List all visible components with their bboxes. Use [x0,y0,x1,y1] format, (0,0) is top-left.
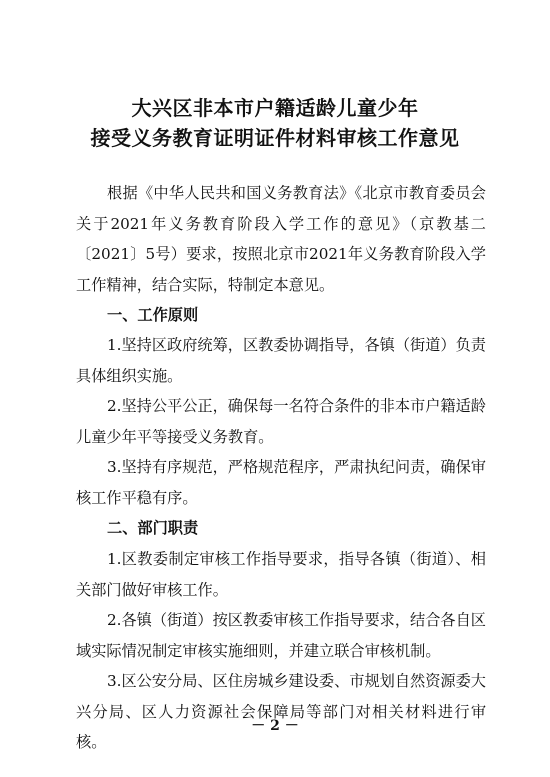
principle-item-3: 3.坚持有序规范，严格规范程序，严肃执纪问责，确保审核工作平稳有序。 [76,458,486,507]
intro-paragraph: 根据《中华人民共和国义务教育法》《北京市教育委员会关于2021年义务教育阶段入学工作的意见》（京教基二〔2021〕5号）要求，按照北京市2021年义务教育阶段入学工作精神，结合实际，特制定本意见。 [76,184,486,294]
responsibility-item-3: 3.区公安分局、区住房城乡建设委、市规划自然资源委大兴分局、区人力资源社会保障局等部门对相关材料进行审核。 [76,672,486,751]
principle-item-2: 2.坚持公平公正，确保每一名符合条件的非本市户籍适龄儿童少年平等接受义务教育。 [76,397,486,446]
responsibility-item-2: 2.各镇（街道）按区教委审核工作指导要求，结合各自区域实际情况制定审核实施细则，并建立联合审核机制。 [76,611,486,660]
section-heading-principles: 一、工作原则 [107,306,199,324]
document-title-line-2: 接受义务教育证明证件材料审核工作意见 [90,126,460,150]
page-number: － 2 － [251,718,299,734]
document-title-line-1: 大兴区非本市户籍适龄儿童少年 [131,96,419,120]
responsibility-item-1: 1.区教委制定审核工作指导要求，指导各镇（街道）、相关部门做好审核工作。 [76,550,486,599]
principle-item-1: 1.坚持区政府统筹，区教委协调指导，各镇（街道）负责具体组织实施。 [76,336,486,385]
section-heading-responsibilities: 二、部门职责 [107,519,199,537]
